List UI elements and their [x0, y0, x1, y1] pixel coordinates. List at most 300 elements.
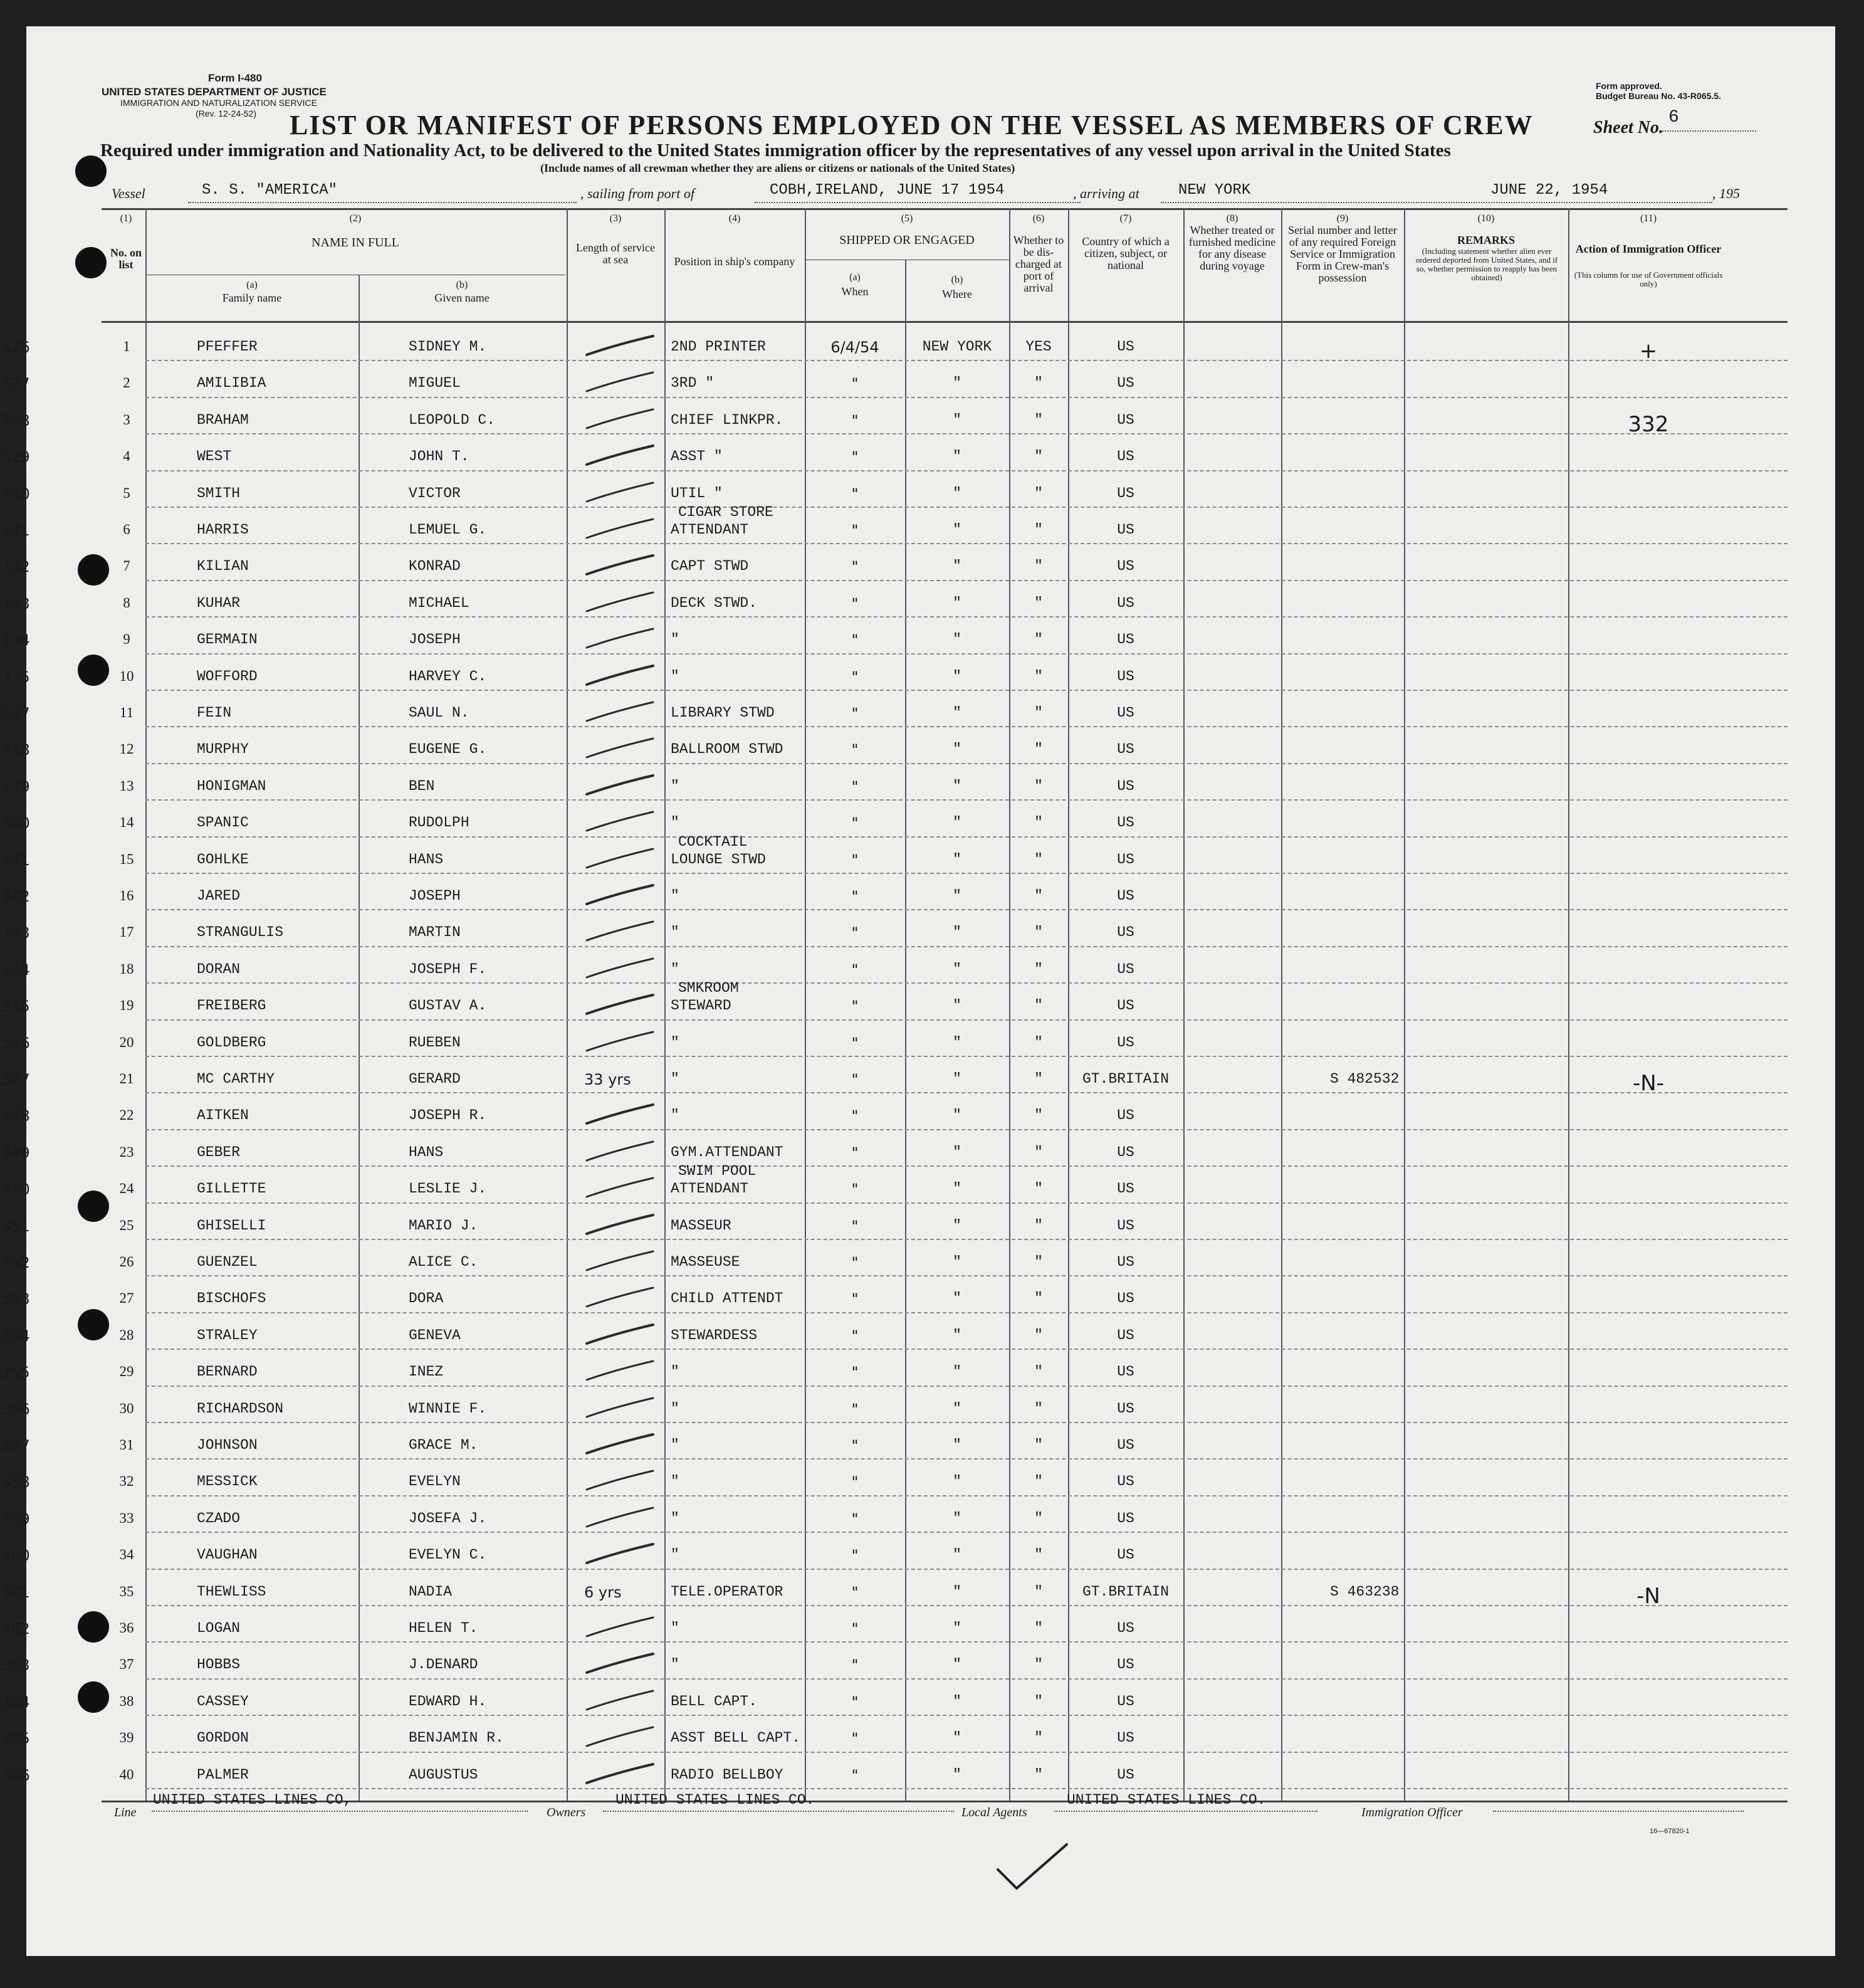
- cell-given: NADIA: [409, 1583, 453, 1600]
- tick-mark-icon: [578, 441, 666, 472]
- cell-family: CASSEY: [197, 1693, 249, 1710]
- approval-line-1: Form approved.: [1596, 81, 1662, 91]
- approval-line-2: Budget Bureau No. 43-R065.5.: [1596, 91, 1721, 101]
- cell-country: US: [1117, 1620, 1134, 1636]
- cell-margin: 352: [1, 1254, 30, 1271]
- cell-margin: 365: [1, 1730, 30, 1748]
- cell-where: ": [953, 1071, 961, 1087]
- cell-family: KUHAR: [197, 594, 241, 611]
- cell-margin: 359: [1, 1510, 30, 1528]
- cell-pos: ASST ": [671, 448, 723, 465]
- cell-country: US: [1117, 1437, 1134, 1453]
- cell-where: ": [953, 1583, 961, 1600]
- owners-value: UNITED STATES LINES CO.: [615, 1792, 815, 1808]
- cell-country: US: [1117, 411, 1134, 428]
- cell-when: ": [851, 888, 859, 905]
- cell-dis: ": [1034, 741, 1043, 758]
- tick-mark-icon: [578, 1686, 666, 1717]
- cell-pos: BALLROOM STWD: [671, 741, 783, 758]
- cell-when: ": [851, 1510, 859, 1528]
- cell-dis: ": [1034, 1071, 1043, 1087]
- cell-no: 7: [123, 558, 130, 574]
- cell-given: JOSEPH R.: [409, 1107, 487, 1124]
- cell-given: MARTIN: [409, 924, 461, 941]
- cell-family: GORDON: [197, 1730, 249, 1747]
- cell-given: LEMUEL G.: [409, 522, 487, 538]
- tick-mark-icon: [578, 367, 666, 399]
- cell-dis: ": [1034, 485, 1043, 502]
- cell-given: JOSEPH: [409, 888, 461, 904]
- line-label: Line: [114, 1806, 137, 1819]
- cell-pos-line1: SWIM POOL: [678, 1163, 757, 1180]
- cell-where: ": [953, 558, 961, 575]
- cell-dis: ": [1034, 668, 1043, 685]
- cell-where: ": [953, 1364, 961, 1381]
- header-given-b: (b): [456, 280, 468, 290]
- header-col-9-number: (9): [1336, 213, 1349, 224]
- cell-dis: ": [1034, 594, 1043, 611]
- cell-country: US: [1117, 851, 1134, 868]
- cell-given: HANS: [409, 851, 444, 868]
- cell-where: ": [953, 375, 961, 392]
- cell-margin: 348: [1, 1107, 30, 1125]
- cell-where: ": [953, 1327, 961, 1344]
- cell-pos: ": [671, 1071, 679, 1087]
- punch-hole: [78, 1309, 109, 1340]
- cell-given: INEZ: [409, 1364, 444, 1381]
- cell-pos: ATTENDANT: [671, 522, 749, 538]
- cell-when: ": [851, 411, 859, 429]
- sheet-number: 6: [1668, 108, 1679, 127]
- punch-hole: [78, 1681, 109, 1713]
- cell-where: ": [953, 888, 961, 904]
- cell-given: JOSEPH F.: [409, 960, 487, 977]
- cell-margin: 327: [1, 375, 30, 393]
- header-position: Position in ship's company: [674, 255, 795, 268]
- cell-margin: 341: [1, 851, 30, 869]
- cell-country: US: [1117, 777, 1134, 794]
- header-col-10-number: (10): [1477, 213, 1495, 224]
- cell-family: BISCHOFS: [197, 1290, 266, 1307]
- cell-when: ": [851, 1620, 859, 1638]
- cell-when: ": [851, 1473, 859, 1491]
- cell-where: ": [953, 777, 961, 794]
- header-country: Country of which a citizen, subject, or national: [1082, 235, 1170, 271]
- cell-no: 2: [123, 375, 130, 391]
- cell-dis: ": [1034, 1364, 1043, 1381]
- tick-mark-icon: [578, 661, 666, 692]
- cell-when: 6/4/54: [830, 339, 879, 356]
- cell-pos: GYM.ATTENDANT: [671, 1144, 783, 1160]
- cell-family: MESSICK: [197, 1473, 258, 1490]
- tick-mark-icon: [578, 770, 666, 802]
- tick-mark-icon: [578, 1246, 666, 1278]
- header-action: Action of Immigration Officer: [1575, 243, 1722, 255]
- cell-margin: 335: [1, 668, 30, 686]
- cell-dis: ": [1034, 1144, 1043, 1160]
- cell-family: GOLDBERG: [197, 1034, 266, 1051]
- cell-dis: ": [1034, 375, 1043, 392]
- cell-margin: 345: [1, 997, 30, 1016]
- tick-mark-icon: [578, 807, 666, 838]
- cell-when: ": [851, 522, 859, 539]
- cell-where: ": [953, 1730, 961, 1747]
- cell-when: ": [851, 997, 859, 1016]
- cell-family: LOGAN: [197, 1620, 241, 1636]
- cell-no: 23: [119, 1144, 134, 1160]
- cell-margin: 338: [1, 741, 30, 759]
- cell-dis: ": [1034, 1510, 1043, 1527]
- cell-pos: ": [671, 1364, 679, 1381]
- cell-pos: STEWARD: [671, 997, 731, 1014]
- cell-no: 15: [119, 851, 134, 867]
- cell-pos: ": [671, 1437, 679, 1453]
- cell-where: ": [953, 1217, 961, 1234]
- tick-mark-icon: [578, 1320, 666, 1351]
- cell-margin: 334: [1, 631, 30, 650]
- cell-family: STRALEY: [197, 1327, 258, 1344]
- cell-pos: ": [671, 1473, 679, 1490]
- punch-hole: [78, 655, 109, 686]
- cell-dis: ": [1034, 814, 1043, 831]
- cell-no: 14: [119, 814, 134, 831]
- cell-when: ": [851, 1364, 859, 1382]
- cell-pos: BELL CAPT.: [671, 1693, 758, 1710]
- cell-serial: S 482532: [1330, 1071, 1400, 1087]
- cell-family: HONIGMAN: [197, 777, 266, 794]
- cell-no: 28: [119, 1327, 134, 1343]
- cell-no: 26: [119, 1254, 134, 1270]
- tick-mark-icon: [578, 1429, 666, 1461]
- cell-pos-line1: SMKROOM: [678, 980, 739, 997]
- cell-margin: 331: [1, 522, 30, 539]
- cell-dis: ": [1034, 888, 1043, 904]
- cell-no: 13: [119, 777, 134, 794]
- cell-given: HELEN T.: [409, 1620, 478, 1636]
- cell-country: US: [1117, 1327, 1134, 1344]
- tick-mark-icon: [578, 1649, 666, 1680]
- cell-when: ": [851, 1656, 859, 1675]
- cell-margin: 342: [1, 888, 30, 905]
- cell-country: US: [1117, 1181, 1134, 1197]
- tick-mark-icon: [578, 1356, 666, 1387]
- cell-family: GILLETTE: [197, 1181, 266, 1197]
- tick-mark-icon: [578, 1722, 666, 1754]
- cell-dis: ": [1034, 705, 1043, 721]
- cell-country: US: [1117, 888, 1134, 904]
- cell-country: US: [1117, 375, 1134, 392]
- cell-where: ": [953, 485, 961, 502]
- tick-mark-icon: [578, 331, 666, 362]
- cell-pos: UTIL ": [671, 485, 723, 502]
- cell-family: GERMAIN: [197, 631, 258, 648]
- cell-margin: 339: [1, 777, 30, 796]
- cell-given: ALICE C.: [409, 1254, 478, 1270]
- cell-no: 4: [123, 448, 130, 465]
- cell-margin: 360: [1, 1547, 30, 1565]
- tick-mark-icon: [578, 990, 666, 1021]
- tick-mark-icon: [578, 734, 666, 765]
- tick-mark-icon: [578, 1210, 666, 1241]
- revision: (Rev. 12-24-52): [196, 108, 257, 118]
- cell-family: AITKEN: [197, 1107, 249, 1124]
- cell-given: GENEVA: [409, 1327, 461, 1344]
- cell-no: 38: [119, 1693, 134, 1709]
- cell-where: ": [953, 997, 961, 1014]
- cell-when: ": [851, 924, 859, 942]
- header-col-3-number: (3): [609, 213, 622, 224]
- cell-dis: ": [1034, 960, 1043, 977]
- cell-when: ": [851, 448, 859, 466]
- cell-where: ": [953, 1510, 961, 1527]
- tick-mark-icon: [578, 1283, 666, 1314]
- header-col-8-number: (8): [1226, 213, 1238, 224]
- cell-when: ": [851, 375, 859, 393]
- cell-given: SAUL N.: [409, 705, 469, 721]
- cell-dis: ": [1034, 777, 1043, 794]
- cell-when: ": [851, 741, 859, 759]
- cell-action: -N-: [1633, 1071, 1664, 1096]
- cell-no: 27: [119, 1290, 134, 1307]
- cell-dis: ": [1034, 1656, 1043, 1673]
- cell-where: ": [953, 851, 961, 868]
- cell-dis: ": [1034, 1181, 1043, 1197]
- cell-where: ": [953, 411, 961, 428]
- cell-family: VAUGHAN: [197, 1547, 258, 1564]
- cell-where: ": [953, 924, 961, 941]
- cell-when: ": [851, 1181, 859, 1199]
- cell-country: US: [1117, 485, 1134, 502]
- tick-mark-icon: [578, 1173, 666, 1204]
- cell-where: ": [953, 960, 961, 977]
- cell-pos-line1: CIGAR STORE: [678, 504, 773, 520]
- sheet-label: Sheet No.: [1593, 118, 1663, 137]
- cell-family: GOHLKE: [197, 851, 249, 868]
- tick-mark-icon: [578, 954, 666, 985]
- cell-family: AMILIBIA: [197, 375, 266, 392]
- cell-when: ": [851, 1290, 859, 1308]
- cell-no: 32: [119, 1473, 134, 1490]
- cell-country: US: [1117, 1034, 1134, 1051]
- cell-dis: ": [1034, 1034, 1043, 1051]
- cell-given: EVELYN: [409, 1473, 461, 1490]
- year-suffix: , 195: [1712, 186, 1740, 201]
- cell-given: HANS: [409, 1144, 444, 1160]
- cell-family: RICHARDSON: [197, 1400, 284, 1417]
- form-note: (Include names of all crewman whether they are aliens or citizens or nationals of the United States): [540, 162, 1015, 174]
- cell-no: 3: [123, 411, 130, 428]
- cell-dis: ": [1034, 924, 1043, 941]
- cell-no: 12: [119, 741, 134, 757]
- agents-label: Local Agents: [961, 1806, 1027, 1819]
- cell-given: LESLIE J.: [409, 1181, 487, 1197]
- cell-country: US: [1117, 1290, 1134, 1307]
- line-value: UNITED STATES LINES CO,: [153, 1792, 352, 1808]
- cell-where: ": [953, 1400, 961, 1417]
- cell-pos: CHIEF LINKPR.: [671, 411, 783, 428]
- sailing-from: COBH,IRELAND, JUNE 17 1954: [770, 182, 1005, 199]
- cell-no: 17: [119, 924, 134, 940]
- tick-mark-icon: [578, 550, 666, 582]
- cell-action: +: [1639, 339, 1658, 364]
- header-action-note: (This column for use of Government officials only): [1574, 270, 1723, 288]
- cell-country: US: [1117, 1400, 1134, 1417]
- tick-mark-icon: [578, 917, 666, 948]
- cell-when: ": [851, 1547, 859, 1565]
- cell-when: ": [851, 851, 859, 869]
- tick-mark-icon: [578, 1393, 666, 1424]
- cell-family: PFEFFER: [197, 339, 258, 355]
- cell-where: ": [953, 705, 961, 721]
- cell-given: BENJAMIN R.: [409, 1730, 504, 1747]
- cell-country: US: [1117, 1547, 1134, 1564]
- tick-mark-icon: [578, 1466, 666, 1497]
- cell-given: KONRAD: [409, 558, 461, 575]
- cell-where: NEW YORK: [922, 339, 992, 355]
- cell-when: ": [851, 960, 859, 979]
- cell-pos: STEWARDESS: [671, 1327, 758, 1344]
- cell-dis: ": [1034, 558, 1043, 575]
- cell-family: CZADO: [197, 1510, 241, 1527]
- cell-country: US: [1117, 1693, 1134, 1710]
- cell-country: US: [1117, 1730, 1134, 1747]
- cell-pos: ": [671, 888, 679, 904]
- cell-family: JOHNSON: [197, 1437, 258, 1453]
- cell-margin: 326: [1, 339, 30, 356]
- header-family-name: Family name: [222, 292, 282, 304]
- arrival-date: JUNE 22, 1954: [1490, 182, 1608, 199]
- manifest-sheet: [1, 26, 1835, 1956]
- cell-dis: ": [1034, 1107, 1043, 1124]
- tick-mark-icon: [578, 478, 666, 509]
- cell-family: FEIN: [197, 705, 232, 721]
- cell-pos: MASSEUR: [671, 1217, 731, 1234]
- cell-no: 22: [119, 1107, 134, 1123]
- cell-where: ": [953, 1547, 961, 1564]
- cell-no: 8: [123, 594, 130, 611]
- cell-given: LEOPOLD C.: [409, 411, 496, 428]
- cell-family: GEBER: [197, 1144, 241, 1160]
- header-length: Length of service at sea: [576, 241, 655, 266]
- cell-country: US: [1117, 1473, 1134, 1490]
- cell-when: ": [851, 594, 859, 613]
- tick-mark-icon: [578, 1759, 666, 1791]
- cell-family: HARRIS: [197, 522, 249, 538]
- cell-given: JOSEPH: [409, 631, 461, 648]
- cell-pos: TELE.OPERATOR: [671, 1583, 783, 1600]
- punch-hole: [78, 1611, 109, 1643]
- header-col-11-number: (11): [1640, 213, 1657, 224]
- cell-when: ": [851, 814, 859, 833]
- cell-where: ": [953, 1766, 961, 1783]
- cell-pos: ": [671, 924, 679, 941]
- cell-where: ": [953, 741, 961, 758]
- cell-no: 10: [119, 668, 134, 684]
- cell-margin: 363: [1, 1656, 30, 1675]
- header-discharged: Whether to be dis-charged at port of arrival: [1013, 234, 1064, 294]
- cell-where: ": [953, 1107, 961, 1124]
- cell-family: BRAHAM: [197, 411, 249, 428]
- header-where: Where: [942, 288, 972, 300]
- header-treated: Whether treated or furnished medicine for any disease during voyage: [1188, 224, 1276, 272]
- cell-given: MICHAEL: [409, 594, 469, 611]
- cell-given: WINNIE F.: [409, 1400, 487, 1417]
- cell-when: ": [851, 1583, 859, 1601]
- cell-where: ": [953, 668, 961, 685]
- cell-pos: ": [671, 777, 679, 794]
- cell-margin: 362: [1, 1620, 30, 1638]
- department: UNITED STATES DEPARTMENT OF JUSTICE: [102, 86, 327, 98]
- cell-family: HOBBS: [197, 1656, 241, 1673]
- cell-no: 40: [119, 1766, 134, 1782]
- header-remarks: REMARKS: [1457, 234, 1515, 246]
- cell-family: WEST: [197, 448, 232, 465]
- cell-when: ": [851, 1437, 859, 1454]
- cell-pos: ": [671, 960, 679, 977]
- cell-when: ": [851, 1034, 859, 1052]
- cell-given: JOSEFA J.: [409, 1510, 487, 1527]
- header-shipped-engaged: SHIPPED OR ENGAGED: [839, 233, 975, 247]
- cell-dis: ": [1034, 1583, 1043, 1600]
- cell-where: ": [953, 631, 961, 648]
- cell-country: US: [1117, 997, 1134, 1014]
- punch-hole: [75, 247, 107, 278]
- cell-pos: ": [671, 1510, 679, 1527]
- cell-action: 332: [1628, 411, 1669, 437]
- cell-given: MIGUEL: [409, 375, 461, 392]
- cell-margin: 354: [1, 1327, 30, 1345]
- cell-family: GUENZEL: [197, 1254, 258, 1270]
- cell-when: ": [851, 1107, 859, 1125]
- tick-mark-icon: [578, 404, 666, 436]
- tick-mark-icon: [578, 1027, 666, 1058]
- cell-family: FREIBERG: [197, 997, 266, 1014]
- cell-dis: ": [1034, 1547, 1043, 1564]
- cell-when: ": [851, 558, 859, 576]
- tick-mark-icon: [578, 697, 666, 728]
- tick-mark-icon: [578, 844, 666, 875]
- cell-no: 6: [123, 522, 130, 537]
- cell-dis: ": [1034, 1473, 1043, 1490]
- cell-pos: ": [671, 668, 679, 685]
- header-col-7-number: (7): [1119, 213, 1132, 224]
- cell-pos: ": [671, 1034, 679, 1051]
- tick-mark-icon: [578, 1137, 666, 1168]
- cell-pos: RADIO BELLBOY: [671, 1766, 783, 1783]
- cell-when: ": [851, 1327, 859, 1345]
- cell-when: ": [851, 1144, 859, 1162]
- cell-dis: ": [1034, 1400, 1043, 1417]
- cell-family: JARED: [197, 888, 241, 904]
- tick-mark-icon: [578, 1100, 666, 1131]
- sailing-label: , sailing from port of: [580, 186, 694, 201]
- cell-no: 1: [123, 339, 130, 354]
- cell-when: ": [851, 1254, 859, 1271]
- cell-family: SMITH: [197, 485, 241, 502]
- header-name-in-full: NAME IN FULL: [312, 236, 399, 250]
- cell-given: SIDNEY M.: [409, 339, 487, 355]
- cell-pos: ": [671, 1400, 679, 1417]
- cell-pos: DECK STWD.: [671, 594, 758, 611]
- cell-where: ": [953, 1290, 961, 1307]
- cell-margin: 347: [1, 1071, 30, 1088]
- cell-serial: S 463238: [1330, 1583, 1400, 1600]
- cell-given: EVELYN C.: [409, 1547, 487, 1564]
- tick-mark-icon: [578, 587, 666, 619]
- cell-country: US: [1117, 1254, 1134, 1270]
- cell-no: 25: [119, 1217, 134, 1233]
- header-no-on-list: No. on list: [110, 246, 142, 271]
